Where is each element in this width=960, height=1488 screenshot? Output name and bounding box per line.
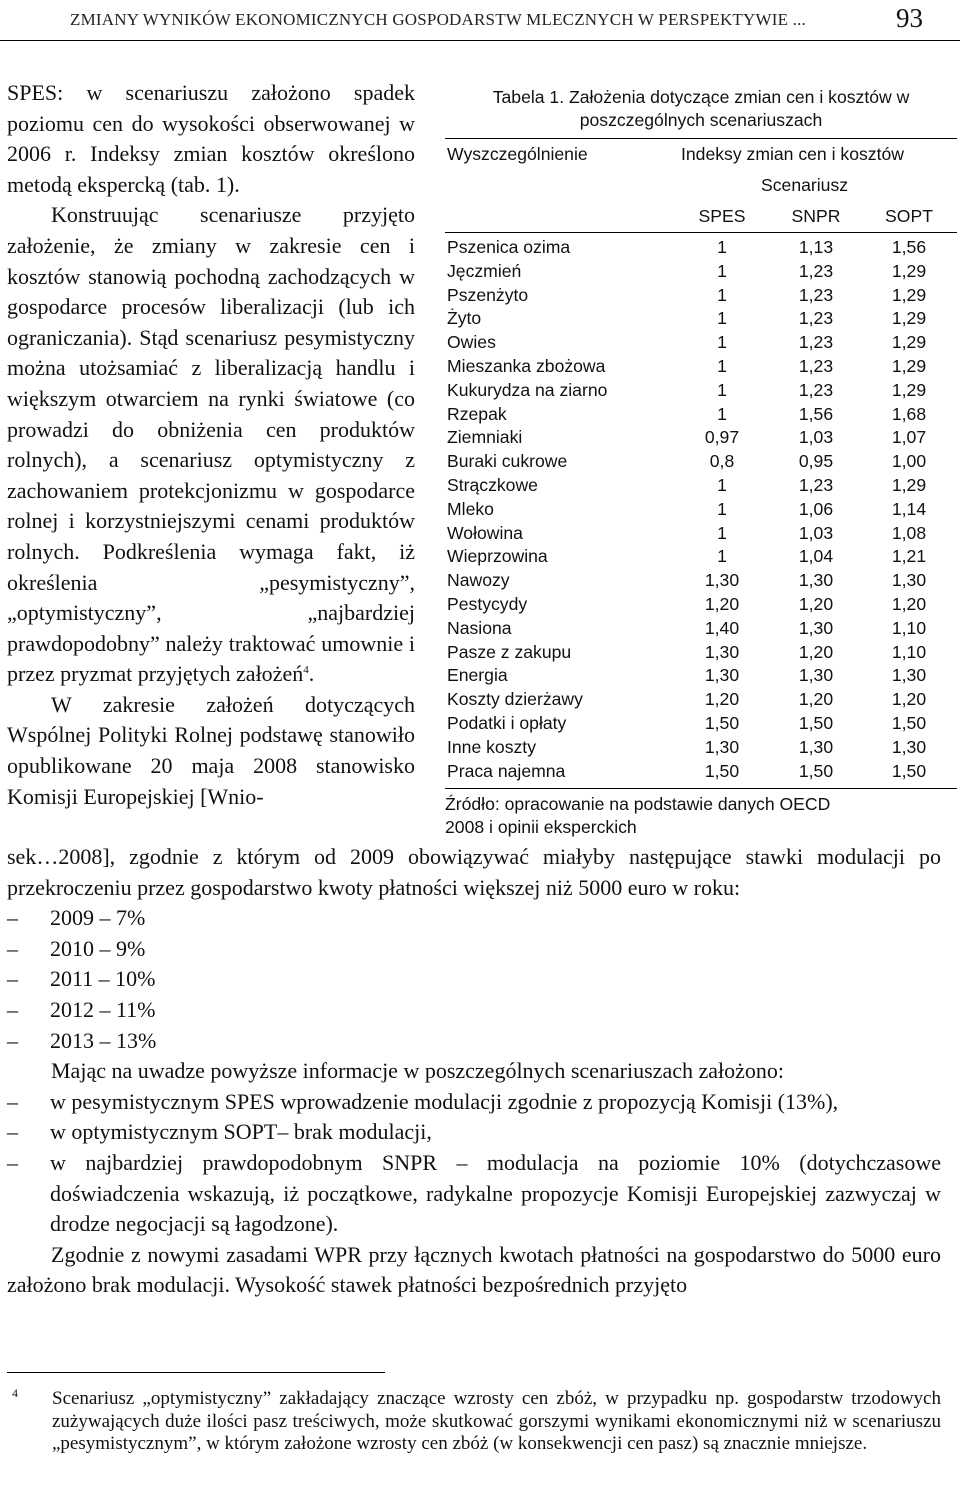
paragraph-scenarios	[7, 200, 415, 690]
footnote-text: Scenariusz „optymistyczny” zakładający znaczące wzrosty cen zbóż, w przypadku np. gospodarstw trzodowych zużywających duże ilości pasz treściwych, może skutkować gorszymi wynikami ekonomicznymi niż w scenariuszu „pesymistycznym”, w którym założone wzrosty cen zbóż (w konsekwencji cen pasz) są znacznie mniejsze.	[52, 1388, 941, 1454]
cell-snpr: 1,13	[798, 237, 834, 257]
cell-snpr: 1,23	[798, 284, 834, 305]
page-number: 93	[896, 3, 923, 33]
rate-item	[7, 1026, 941, 1057]
cell-snpr: 1,50	[798, 760, 834, 781]
row-label: Wołowina	[447, 522, 523, 543]
table-row	[445, 642, 957, 666]
modulation-rate-list	[7, 903, 941, 1056]
list-dash: –	[7, 905, 18, 931]
cell-sopt: 1,10	[891, 617, 927, 638]
list-dash: –	[7, 996, 18, 1022]
cell-snpr: 1,23	[798, 332, 834, 353]
cell-spes: 1,40	[704, 617, 740, 638]
column-header-snpr: SNPR	[791, 206, 841, 226]
rate-item	[7, 964, 941, 995]
table-source-line-2: 2008 i opinii eksperckich	[445, 817, 637, 838]
header-rule	[0, 40, 960, 41]
cell-snpr: 1,04	[798, 546, 834, 567]
cell-snpr: 1,30	[798, 617, 834, 638]
table-row	[445, 665, 957, 689]
table-row	[445, 308, 957, 332]
cell-snpr: 1,23	[798, 474, 834, 495]
assumption-item-text: w optymistycznym SOPT– brak modulacji,	[50, 1119, 432, 1145]
row-label: Jęczmień	[447, 260, 522, 281]
table-row	[445, 237, 957, 261]
table-1	[445, 86, 957, 839]
cell-sopt: 1,08	[891, 522, 927, 543]
cell-sopt: 1,07	[891, 427, 927, 448]
paragraph-scenarios-end: .	[308, 661, 315, 687]
row-label: Wieprzowina	[447, 546, 548, 567]
cell-snpr: 1,23	[798, 260, 834, 281]
cell-snpr: 1,03	[798, 522, 834, 543]
scenario-header: Scenariusz	[761, 175, 849, 195]
rate-item-text: 2011 – 10%	[50, 966, 156, 992]
footnote-rule	[7, 1372, 385, 1373]
cell-sopt: 1,30	[891, 736, 927, 757]
cell-snpr: 1,23	[798, 308, 834, 329]
cell-spes: 1	[717, 474, 727, 495]
rate-item	[7, 903, 941, 934]
table-row	[445, 594, 957, 618]
assumption-item	[7, 1117, 941, 1148]
cell-spes: 1	[717, 332, 727, 353]
cell-sopt: 1,56	[891, 237, 927, 257]
assumption-item-text: w pesymistycznym SPES wprowadzenie modulacji zgodnie z propozycją Komisji (13%),	[50, 1088, 839, 1114]
cell-snpr: 1,20	[798, 593, 834, 614]
table-row	[445, 380, 957, 404]
cell-sopt: 1,29	[891, 474, 927, 495]
table-header-row-3	[445, 201, 957, 232]
cell-sopt: 1,00	[891, 451, 927, 472]
row-label: Inne koszty	[447, 736, 536, 757]
list-dash: –	[7, 935, 18, 961]
rate-item	[7, 934, 941, 965]
cell-sopt: 1,10	[891, 641, 927, 662]
table-row	[445, 261, 957, 285]
cell-spes: 1	[717, 379, 727, 400]
row-label: Pasze z zakupu	[447, 641, 572, 662]
table-caption-line-1: Tabela 1. Założenia dotyczące zmian cen i kosztów w	[492, 87, 910, 107]
cell-spes: 1	[717, 260, 727, 281]
cell-snpr: 0,95	[798, 451, 834, 472]
cell-sopt: 1,68	[891, 403, 927, 424]
rate-item-text: 2009 – 7%	[50, 905, 146, 931]
table-row	[445, 689, 957, 713]
cell-sopt: 1,30	[891, 665, 927, 686]
table-header-row-2	[445, 170, 957, 201]
cell-spes: 1,30	[704, 736, 740, 757]
cell-spes: 0,97	[704, 427, 740, 448]
cell-spes: 1	[717, 403, 727, 424]
table-row	[445, 404, 957, 428]
row-label: Pszenżyto	[447, 284, 529, 305]
cell-spes: 1	[717, 284, 727, 305]
cell-snpr: 1,56	[798, 403, 834, 424]
column-header-item: Wyszczególnienie	[447, 144, 588, 164]
cell-spes: 1,30	[704, 641, 740, 662]
cell-spes: 1	[717, 522, 727, 543]
cell-snpr: 1,23	[798, 379, 834, 400]
row-label: Kukurydza na ziarno	[447, 379, 608, 400]
cell-snpr: 1,50	[798, 712, 834, 733]
footnote-mark: 4	[12, 1386, 18, 1400]
cell-spes: 1,50	[704, 712, 740, 733]
table-bottom-rule	[445, 788, 957, 789]
cell-snpr: 1,06	[798, 498, 834, 519]
list-dash: –	[7, 1149, 18, 1175]
column-group-header: Indeksy zmian cen i kosztów	[681, 144, 904, 164]
paragraph-closing: Zgodnie z nowymi zasadami WPR przy łącznych kwotach płatności na gospodarstwo do 5000 euro założono brak modulacji. Wysokość stawek płatności bezpośrednich przyjęto	[7, 1241, 941, 1298]
full-width-text	[7, 842, 941, 1301]
cell-snpr: 1,23	[798, 355, 834, 376]
row-label: Ziemniaki	[447, 427, 523, 448]
rate-item-text: 2010 – 9%	[50, 935, 146, 961]
cell-spes: 1,20	[704, 689, 740, 710]
assumption-item	[7, 1148, 941, 1240]
table-source-line-1: Źródło: opracowanie na podstawie danych OECD	[445, 794, 831, 815]
row-label: Pszenica ozima	[447, 237, 571, 257]
cell-spes: 1	[717, 355, 727, 376]
cell-snpr: 1,30	[798, 665, 834, 686]
table-caption-line-2: poszczególnych scenariuszach	[579, 110, 823, 130]
table-row	[445, 523, 957, 547]
cell-spes: 1	[717, 546, 727, 567]
cell-sopt: 1,29	[891, 308, 927, 329]
paragraph-spes: SPES: w scenariuszu założono spadek poziomu cen do wysokości obserwowanej w 2006 r. Indeksy zmian kosztów określono metodą ekspercką (tab. 1).	[7, 80, 415, 197]
cell-snpr: 1,20	[798, 689, 834, 710]
left-column-text	[7, 78, 415, 812]
row-label: Praca najemna	[447, 760, 566, 781]
cell-snpr: 1,30	[798, 570, 834, 591]
cell-sopt: 1,50	[891, 712, 927, 733]
table-source	[445, 793, 957, 839]
paragraph-modulation: sek…2008], zgodnie z którym od 2009 obowiązywać miałyby następujące stawki modulacji po przekroczeniu przez gospodarstwo kwoty płatności większej niż 5000 euro w roku:	[7, 844, 941, 900]
table-row	[445, 475, 957, 499]
assumption-item	[7, 1087, 941, 1118]
table-body	[445, 233, 957, 788]
table-row	[445, 427, 957, 451]
table-row	[445, 761, 957, 785]
column-header-sopt: SOPT	[885, 206, 933, 226]
row-label: Żyto	[447, 308, 482, 329]
row-label: Nasiona	[447, 617, 512, 638]
list-dash: –	[7, 1027, 18, 1053]
footnote-reference: 4	[303, 664, 309, 677]
paragraph-assumptions-intro: Mając na uwadze powyższe informacje w poszczególnych scenariuszach założono:	[51, 1058, 784, 1084]
rate-item-text: 2012 – 11%	[50, 996, 156, 1022]
cell-spes: 1	[717, 498, 727, 519]
table-row	[445, 546, 957, 570]
table-row	[445, 451, 957, 475]
cell-spes: 1	[717, 237, 727, 257]
row-label: Strączkowe	[447, 474, 538, 495]
table-row	[445, 356, 957, 380]
paragraph-scenarios-text: Konstruując scenariusze przyjęto założenie, że zmiany w zakresie cen i kosztów stanowią pochodną zachodzących w gospodarce procesów liberalizacji (lub ich ograniczania). Stąd scenariusz pesymistyczny można utożsamiać z liberalizacją handlu i większym otwarciem na rynki światowe (co prowadzi do obniżenia cen produktów rolnych), a scenariusz optymistyczny z zachowaniem protekcjonizmu w gospodarce rolnej i korzystniejszymi cenami produktów rolnych. Podkreślenia wymaga fakt, iż określenia „pesymistyczny”, „optymistyczny”, „najbardziej prawdopodobny” należy traktować umownie i przez pryzmat przyjętych założeń	[7, 202, 415, 687]
list-dash: –	[7, 1119, 18, 1145]
row-label: Koszty dzierżawy	[447, 689, 583, 710]
column-header-spes: SPES	[698, 206, 746, 226]
table-row	[445, 332, 957, 356]
row-label: Mieszanka zbożowa	[447, 355, 606, 376]
list-dash: –	[7, 966, 18, 992]
cell-sopt: 1,50	[891, 760, 927, 781]
row-label: Energia	[447, 665, 508, 686]
cell-snpr: 1,30	[798, 736, 834, 757]
cell-spes: 1,30	[704, 665, 740, 686]
cell-sopt: 1,29	[891, 355, 927, 376]
table-row	[445, 618, 957, 642]
list-dash: –	[7, 1088, 18, 1114]
cell-snpr: 1,03	[798, 427, 834, 448]
row-label: Pestycydy	[447, 593, 528, 614]
cell-sopt: 1,29	[891, 260, 927, 281]
cell-sopt: 1,14	[891, 498, 927, 519]
row-label: Owies	[447, 332, 496, 353]
row-label: Podatki i opłaty	[447, 712, 567, 733]
rate-item	[7, 995, 941, 1026]
row-label: Buraki cukrowe	[447, 451, 568, 472]
cell-spes: 1,20	[704, 593, 740, 614]
cell-sopt: 1,20	[891, 593, 927, 614]
cell-spes: 1,30	[704, 570, 740, 591]
cell-spes: 1	[717, 308, 727, 329]
table-row	[445, 285, 957, 309]
rate-item-text: 2013 – 13%	[50, 1027, 157, 1053]
cell-sopt: 1,29	[891, 332, 927, 353]
footnote	[7, 1388, 941, 1456]
table-caption	[445, 86, 957, 132]
row-label: Nawozy	[447, 570, 510, 591]
row-label: Mleko	[447, 498, 494, 519]
cell-sopt: 1,29	[891, 284, 927, 305]
cell-spes: 1,50	[704, 760, 740, 781]
cell-sopt: 1,21	[891, 546, 927, 567]
table-row	[445, 570, 957, 594]
table-row	[445, 737, 957, 761]
table-header-row-1	[445, 139, 957, 170]
cell-snpr: 1,20	[798, 641, 834, 662]
running-header-title: ZMIANY WYNIKÓW EKONOMICZNYCH GOSPODARSTW MLECZNYCH W PERSPEKTYWIE ...	[70, 10, 806, 29]
paragraph-cap: W zakresie założeń dotyczących Wspólnej Polityki Rolnej podstawę stanowiło opublikowane 20 maja 2008 stanowisko Komisji Europejskiej [Wnio-	[7, 691, 415, 809]
table-row	[445, 713, 957, 737]
running-header	[0, 0, 960, 40]
row-label: Rzepak	[447, 403, 507, 424]
assumption-list	[7, 1087, 941, 1240]
cell-sopt: 1,20	[891, 689, 927, 710]
cell-spes: 0,8	[709, 451, 735, 472]
assumption-item-text: w najbardziej prawdopodobnym SNPR – modulacja na poziomie 10% (dotychczasowe doświadczenia wskazują, iż początkowe, radykalne propozycje Komisji Europejskiej zazwyczaj w drodze negocjacji są łagodzone).	[50, 1149, 941, 1237]
table-row	[445, 499, 957, 523]
cell-sopt: 1,29	[891, 379, 927, 400]
cell-sopt: 1,30	[891, 570, 927, 591]
